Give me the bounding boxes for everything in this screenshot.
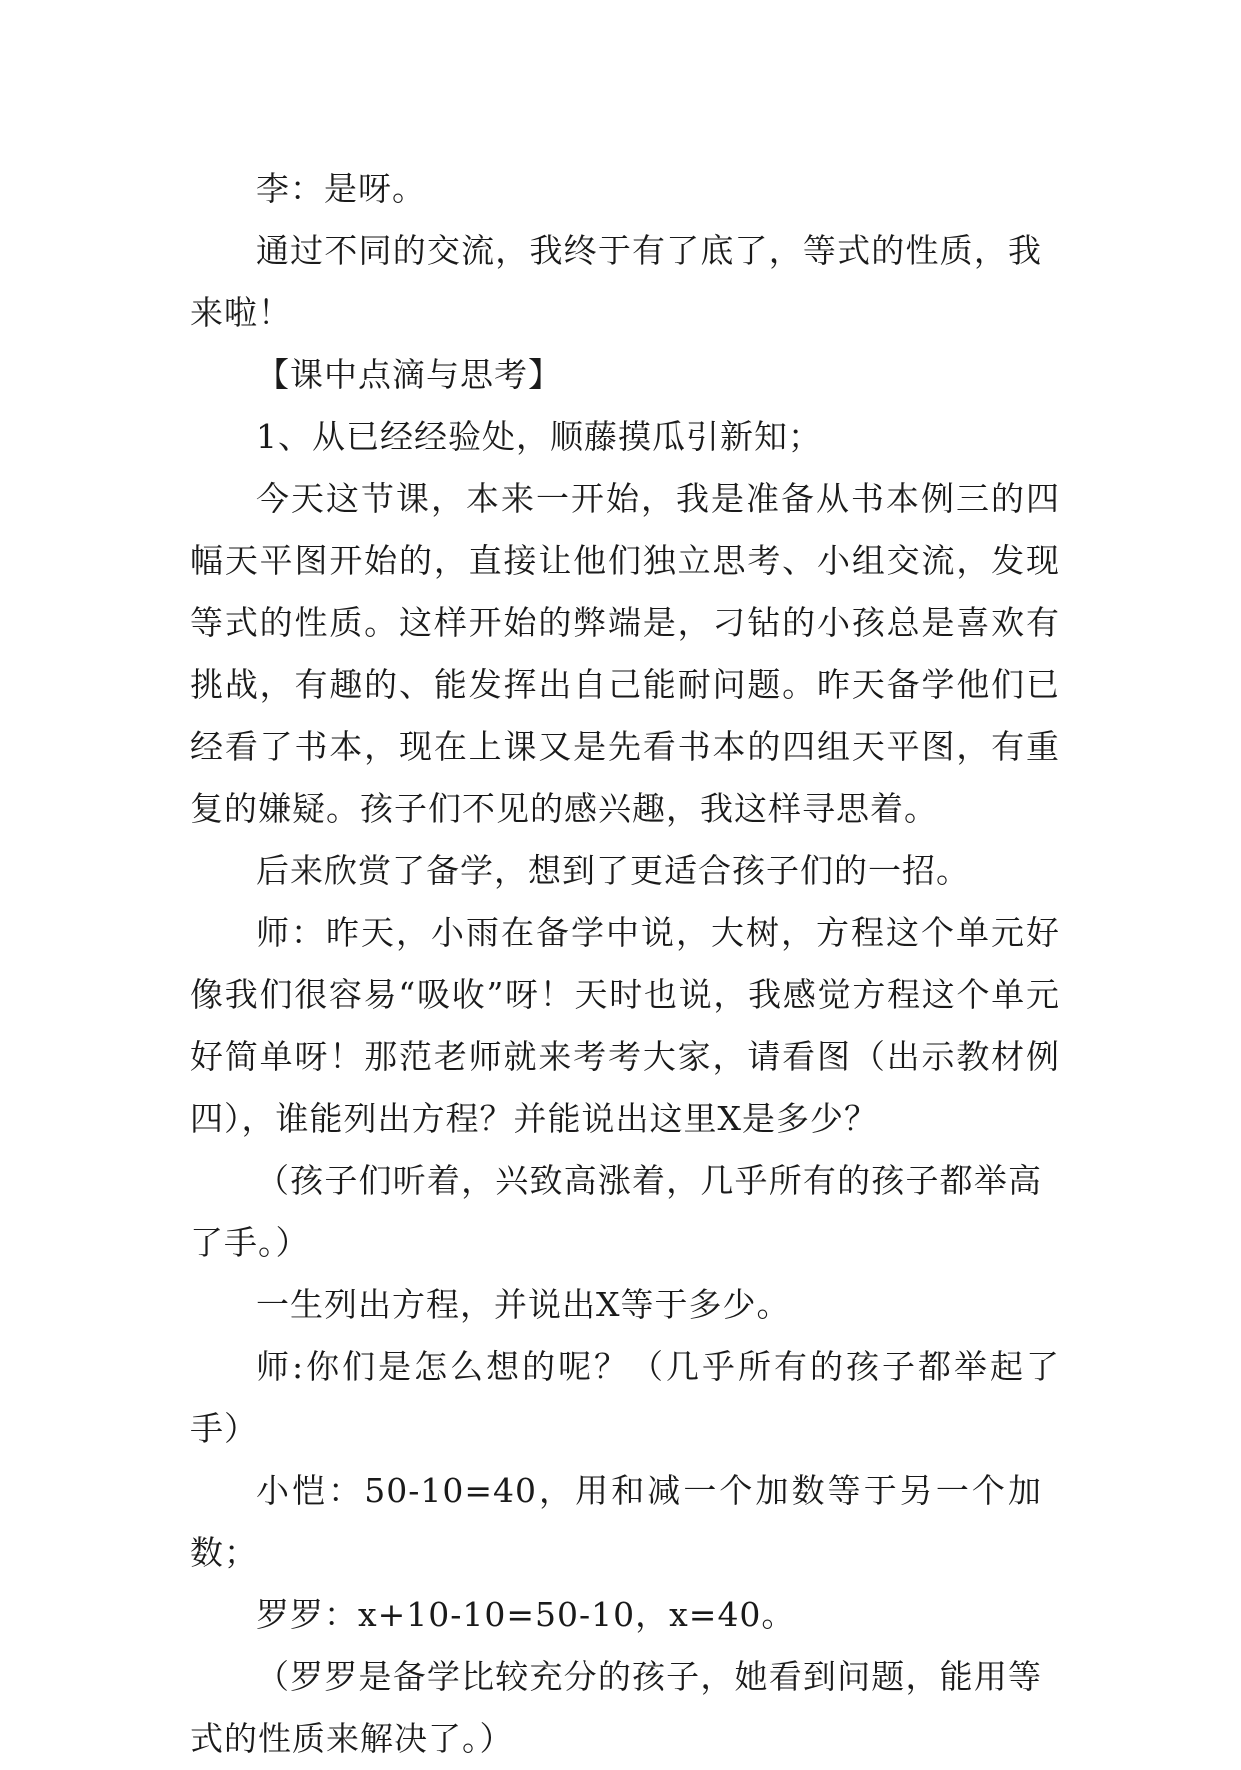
dialogue-paragraph: 师：昨天，小雨在备学中说，大树，方程这个单元好像我们很容易“吸收”呀！天时也说，我感觉方程这个单元好简单呀！那范老师就来考考大家，请看图（出示教材例四），谁能列出方程？并能说出这里X是多少？ bbox=[190, 913, 1060, 1138]
subheading: 1、从已经经验处，顺藤摸瓜引新知； bbox=[256, 417, 822, 456]
body-paragraph: 通过不同的交流，我终于有了底了，等式的性质，我来啦！ bbox=[190, 231, 1042, 332]
body-paragraph: （孩子们听着，兴致高涨着，几乎所有的孩子都举高了手。） bbox=[190, 1161, 1042, 1262]
dialogue-paragraph: 罗罗：x+10-10=50-10，x=40。 bbox=[256, 1595, 796, 1634]
body-paragraph: 一生列出方程，并说出X等于多少。 bbox=[256, 1285, 791, 1324]
body-paragraph: 今天这节课，本来一开始，我是准备从书本例三的四幅天平图开始的，直接让他们独立思考、小组交流，发现等式的性质。这样开始的弊端是，刁钻的小孩总是喜欢有挑战，有趣的、能发挥出自己能耐问题。昨天备学他们已经看了书本，现在上课又是先看书本的四组天平图，有重复的嫌疑。孩子们不见的感兴趣，我这样寻思着。 bbox=[190, 479, 1060, 828]
dialogue-paragraph: 李：是呀。 bbox=[256, 169, 426, 208]
section-heading: 【课中点滴与思考】 bbox=[256, 355, 562, 394]
document-page bbox=[190, 158, 1060, 1770]
dialogue-paragraph: 师:你们是怎么想的呢？（几乎所有的孩子都举起了手） bbox=[190, 1347, 1060, 1448]
dialogue-paragraph: 小恺：50-10=40，用和减一个加数等于另一个加数； bbox=[190, 1471, 1042, 1572]
body-paragraph: 后来欣赏了备学，想到了更适合孩子们的一招。 bbox=[256, 851, 970, 890]
body-paragraph: （罗罗是备学比较充分的孩子，她看到问题，能用等式的性质来解决了。） bbox=[190, 1657, 1042, 1758]
